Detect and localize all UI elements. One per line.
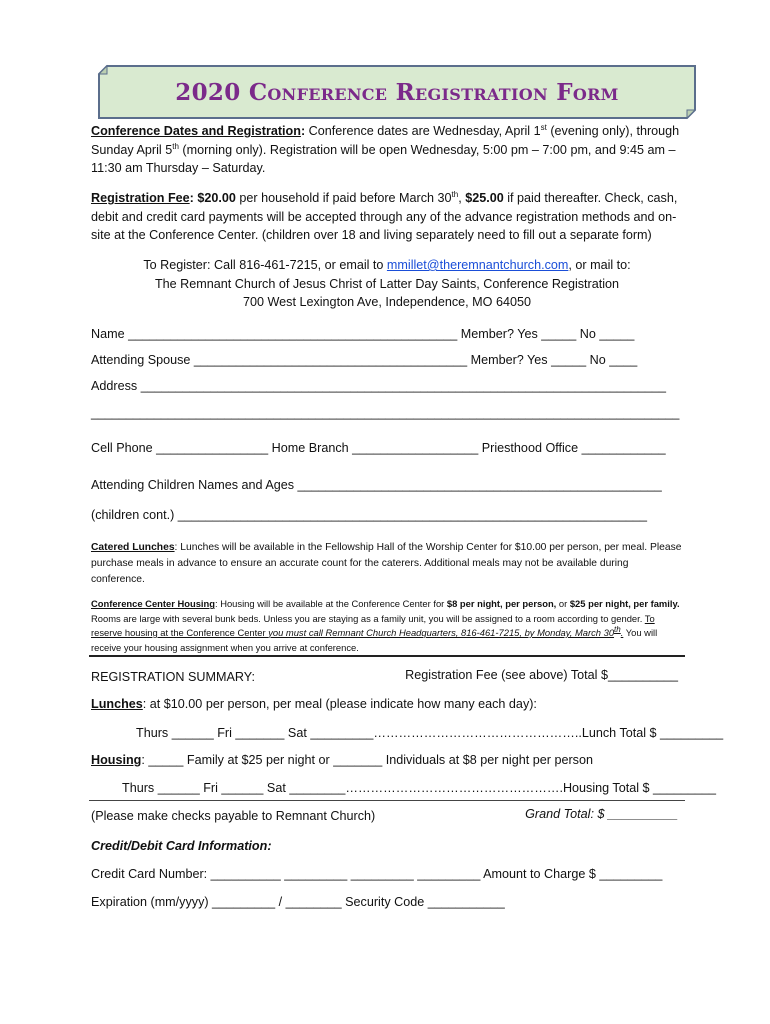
- housing-summary-text: : _____ Family at $25 per night or _______ Individuals at $8 per night per person: [141, 753, 593, 767]
- summary-label: REGISTRATION SUMMARY:: [91, 670, 255, 684]
- conference-dates-label: Conference Dates and Registration: [91, 124, 301, 138]
- housing-summary-label: Housing: [91, 753, 142, 767]
- name-field[interactable]: Name _______________________________________________ Member? Yes _____ No _____: [91, 327, 635, 341]
- housing-price-person: $8 per night, per person,: [446, 598, 557, 609]
- address-field[interactable]: Address ___________________________________________________________________________: [91, 379, 667, 393]
- lunches-summary-text: : at $10.00 per person, per meal (please indicate how many each day):: [142, 697, 537, 711]
- fee-amount-early: $20.00: [197, 191, 236, 205]
- housing-text-b: or: [556, 598, 570, 609]
- housing-days-field[interactable]: Thurs ______ Fri ______ Sat ________…………………………………………….Housing Total $ _________: [122, 781, 717, 795]
- registration-fee-total-field[interactable]: Registration Fee (see above) Total $__________: [405, 668, 678, 682]
- lunch-days-field[interactable]: Thurs ______ Fri _______ Sat _________…………………………………………..Lunch Total $ _________: [136, 726, 724, 740]
- dates-sup-b: th: [172, 141, 179, 151]
- catered-lunches-text: : Lunches will be available in the Fellowship Hall of the Worship Center for $10.00 per person, per meal. Please purchase meals in advance to ensure an accurate count for the caterers. Additional meals may not be available during conference.: [91, 542, 682, 585]
- expiration-security-field[interactable]: Expiration (mm/yyyy) _________ / ________ Security Code ___________: [91, 895, 505, 909]
- register-instructions: [91, 256, 683, 312]
- register-street-line: 700 West Lexington Ave, Independence, MO 64050: [242, 295, 531, 309]
- conference-dates-paragraph: Conference Dates and Registration: Conference dates are Wednesday, April 1st (evening only), through Sunday April 5th (morning only). Registration will be open Wednesday, 5:00 pm – 7:00 pm, and 9:45 am – 11:30 am Thursday – Saturday.: [91, 122, 680, 175]
- fee-sup: th: [451, 189, 459, 199]
- dates-sup-a: st: [540, 122, 547, 132]
- summary-divider: [89, 800, 685, 801]
- registration-fee-paragraph: Registration Fee: $20.00 per household if paid before March 30th, $25.00 if paid thereafter. Check, cash, debit and credit card payments will be accepted through any of the advance registration methods and on-site at the Conference Center. (children over 18 and living separately need to fill out a separate form): [91, 189, 678, 242]
- checks-note: (Please make checks payable to Remnant Church): [91, 809, 376, 823]
- housing-paragraph: [91, 597, 683, 655]
- housing-price-family: $25 per night, per family.: [569, 598, 680, 609]
- housing-reserve-b: you must call Remnant Church Headquarters, 816-461-7215, by Monday, March 30: [268, 627, 615, 638]
- fee-text-b: if paid thereafter. Check, cash, debit and credit card payments will be accepted through any of the advance registration methods and on-site at the Conference Center. (children over 18 and living separately need to fill out a separate form): [91, 191, 678, 242]
- housing-text-a: : Housing will be available at the Conference Center for: [214, 598, 447, 609]
- register-line1-a: To Register: Call 816-461-7215, or email to: [143, 258, 387, 272]
- card-info-heading: Credit/Debit Card Information:: [91, 839, 272, 853]
- dates-text-a: Conference dates are Wednesday, April 1: [305, 124, 541, 138]
- lunches-summary: [91, 695, 537, 713]
- catered-lunches-paragraph: [91, 540, 683, 588]
- page-title: 2020 Conference Registration Form: [175, 78, 619, 106]
- housing-summary[interactable]: [91, 751, 593, 769]
- lunches-summary-label: Lunches: [91, 697, 143, 711]
- email-link[interactable]: mmillet@theremnantchurch.com: [386, 258, 569, 272]
- fee-text-a: per household if paid before March 30: [235, 191, 452, 205]
- title-banner: [97, 64, 697, 120]
- housing-reserve-c: .: [620, 627, 624, 638]
- spouse-field[interactable]: Attending Spouse _______________________________________ Member? Yes _____ No ____: [91, 353, 638, 367]
- children-field[interactable]: Attending Children Names and Ages ____________________________________________________: [91, 478, 662, 492]
- housing-reserve-a: To reserve housing at the Conference Center: [91, 612, 655, 638]
- grand-total-field[interactable]: Grand Total: $ __________: [525, 807, 678, 821]
- contact-fields-row[interactable]: Cell Phone ________________ Home Branch __________________ Priesthood Office ____________: [91, 441, 666, 455]
- housing-label: Conference Center Housing: [91, 598, 215, 609]
- dates-text-c: (morning only). Registration will be open Wednesday, 5:00 pm – 7:00 pm, and 9:45 am – 11:30 am Thursday – Saturday.: [91, 142, 676, 175]
- fee-amount-late: $25.00: [465, 191, 504, 205]
- housing-text-d: You will receive your housing assignment when you arrive at conference.: [91, 627, 658, 653]
- children-cont-field[interactable]: (children cont.) ___________________________________________________________________: [91, 508, 648, 522]
- register-address-line: The Remnant Church of Jesus Christ of Latter Day Saints, Conference Registration: [154, 276, 620, 291]
- card-number-field[interactable]: Credit Card Number: __________ _________ _________ _________ Amount to Charge $ _________: [91, 867, 663, 881]
- dates-text-b: (evening only), through Sunday April 5: [91, 124, 680, 157]
- housing-text-c: Rooms are large with several bunk beds. Unless you are staying as a family unit, you will be assigned to a room according to gender.: [91, 612, 645, 624]
- catered-lunches-label: Catered Lunches: [91, 542, 175, 553]
- housing-reserve-sup: th: [614, 624, 621, 634]
- address-line-2-field[interactable]: ____________________________________________________________________________________: [91, 406, 680, 420]
- section-divider: [89, 655, 685, 657]
- registration-fee-label: Registration Fee: [91, 191, 190, 205]
- register-line1-b: , or mail to:: [568, 258, 631, 272]
